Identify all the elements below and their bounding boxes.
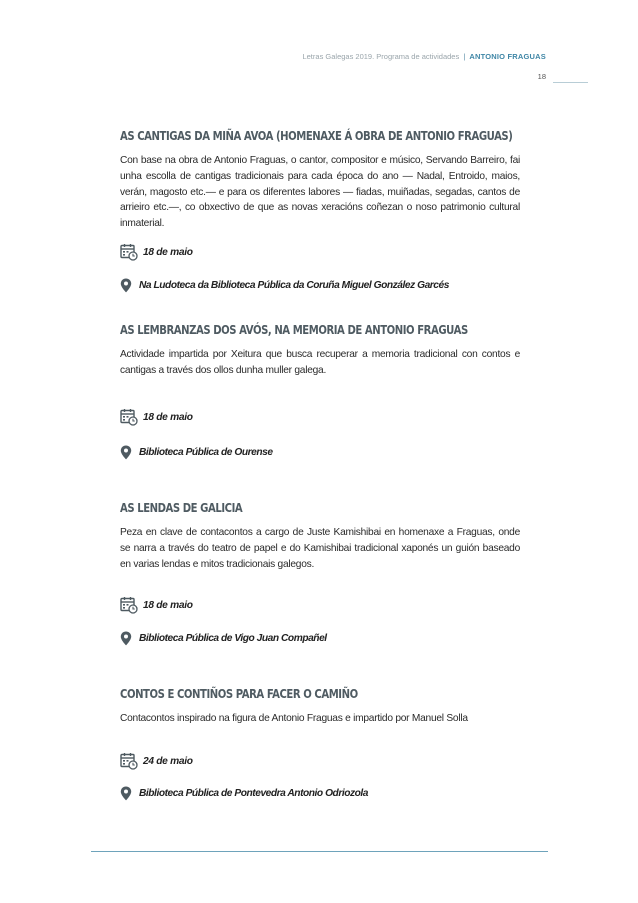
section-description: Con base na obra de Antonio Fraguas, o cantor, compositor e músico, Servando Barreiro, fai unha escolla de cantigas tradicionais para cada época do ano — Nadal, Entroido, maios, verán, magosto etc.— e para os diferentes labores — fiadas, muiñadas, segadas, cantos de arrieiro etc.—, co obxectivo de que as novas xeracións coñezan o noso patrimonio cultural inmaterial. <box>120 155 520 230</box>
event-place-row <box>120 277 449 293</box>
section-title: CONTOS E CONTIÑOS PARA FACER O CAMIÑO <box>120 687 358 701</box>
event-date: 18 de maio <box>143 599 193 611</box>
event-place-row <box>120 785 368 801</box>
header-series: Letras Galegas 2019. Programa de actividades <box>302 52 460 61</box>
calendar-clock-icon <box>120 408 138 426</box>
map-pin-icon <box>120 445 132 460</box>
event-section <box>120 128 520 242</box>
section-title: AS LENDAS DE GALICIA <box>120 501 243 515</box>
page-number: 18 <box>537 72 546 81</box>
event-place: Biblioteca Pública de Vigo Juan Compañel <box>139 632 327 644</box>
section-description: Peza en clave de contacontos a cargo de Juste Kamishibai en homenaxe a Fraguas, onde se narra a través do teatro de papel e do Kamishibai tradicional xaponés un guión baseado en varias lendas e mitos tradicionais galegos. <box>120 527 520 570</box>
event-date: 24 de maio <box>143 755 193 767</box>
event-place-row <box>120 444 273 460</box>
header-rule <box>553 82 588 83</box>
calendar-clock-icon <box>120 752 138 770</box>
header-subject: ANTONIO FRAGUAS <box>469 52 546 61</box>
calendar-clock-icon <box>120 243 138 261</box>
event-date: 18 de maio <box>143 411 193 423</box>
map-pin-icon <box>120 631 132 646</box>
map-pin-icon <box>120 278 132 293</box>
event-date-row <box>120 408 193 426</box>
event-date-row <box>120 596 193 614</box>
event-place: Biblioteca Pública de Pontevedra Antonio Odriozola <box>139 787 369 799</box>
event-date: 18 de maio <box>143 246 193 258</box>
section-description: Contacontos inspirado na figura de Antonio Fraguas e impartido por Manuel Solla <box>120 713 468 724</box>
event-date-row <box>120 243 193 261</box>
event-place-row <box>120 630 327 646</box>
event-date-row <box>120 752 193 770</box>
section-title: AS LEMBRANZAS DOS AVÓS, NA MEMORIA DE ANTONIO FRAGUAS <box>120 323 468 337</box>
footer-rule <box>91 851 548 852</box>
map-pin-icon <box>120 786 132 801</box>
section-description: Actividade impartida por Xeitura que busca recuperar a memoria tradicional con contos e cantigas a través dos ollos dunha muller galega. <box>120 349 520 376</box>
running-header <box>302 52 546 61</box>
event-section <box>120 686 520 737</box>
header-separator: | <box>463 52 466 61</box>
event-section <box>120 500 520 583</box>
event-place: Biblioteca Pública de Ourense <box>139 446 273 458</box>
section-title: AS CANTIGAS DA MIÑA AVOA (HOMENAXE Á OBRA DE ANTONIO FRAGUAS) <box>120 129 513 143</box>
event-place: Na Ludoteca da Biblioteca Pública da Coruña Miguel González Garcés <box>139 279 449 291</box>
event-section <box>120 322 520 389</box>
calendar-clock-icon <box>120 596 138 614</box>
